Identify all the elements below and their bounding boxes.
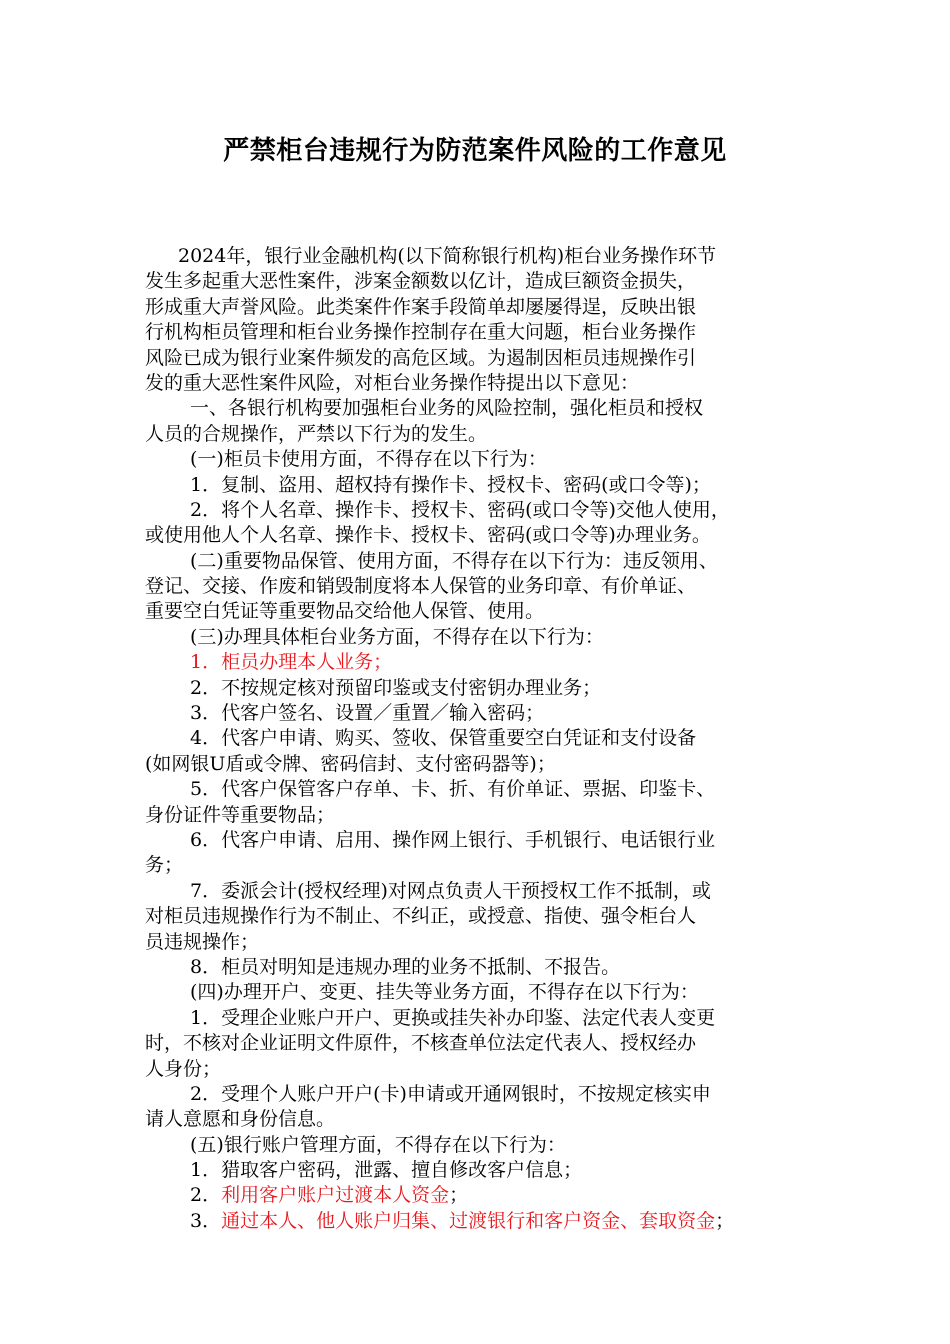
text-line: (三)办理具体柜台业务方面，不得存在以下行为： [190, 625, 604, 648]
text-line: 务； [145, 854, 184, 877]
line-prefix: 3． [190, 1209, 222, 1232]
text-line: (一)柜员卡使用方面，不得存在以下行为： [190, 448, 547, 471]
text-line: (五)银行账户管理方面，不得存在以下行为： [190, 1133, 566, 1156]
text-line: 1．柜员办理本人业务； [190, 651, 393, 674]
line-prefix: 2． [190, 1184, 222, 1207]
text-line: 3．代客户签名、设置／重置／输入密码； [190, 702, 545, 725]
text-line: 4．代客户申请、购买、签收、保管重要空白凭证和支付设备 [190, 727, 697, 750]
text-line: 对柜员违规操作行为不制止、不纠正，或授意、指使、强令柜台人 [145, 905, 697, 928]
text-line: (二)重要物品保管、使用方面，不得存在以下行为：违反领用、 [190, 549, 718, 572]
text-line: 2024年，银行业金融机构(以下简称银行机构)柜台业务操作环节 [178, 245, 717, 267]
text-line: 重要空白凭证等重要物品交给他人保管、使用。 [145, 600, 545, 623]
text-line: 8．柜员对明知是违规办理的业务不抵制、不报告。 [190, 955, 621, 978]
text-line: 2．受理个人账户开户(卡)申请或开通网银时，不按规定核实申 [190, 1082, 711, 1105]
highlighted-text: 利用客户账户过渡本人资金 [221, 1184, 450, 1207]
text-line: 人员的合规操作，严禁以下行为的发生。 [145, 422, 488, 445]
text-line: 身份证件等重要物品； [145, 803, 336, 826]
text-line: 员违规操作； [145, 930, 260, 953]
line-suffix: ； [715, 1209, 735, 1232]
text-line: (四)办理开户、变更、挂失等业务方面，不得存在以下行为： [190, 981, 699, 1004]
text-line: (如网银U盾或令牌、密码信封、支付密码器等)； [145, 752, 556, 775]
text-line: 2．将个人名章、操作卡、授权卡、密码(或口令等)交他人使用， [190, 498, 730, 521]
text-line: 形成重大声誉风险。此类案件作案手段简单却屡屡得逞，反映出银 [145, 295, 697, 318]
document-title: 严禁柜台违规行为防范案件风险的工作意见 [223, 136, 727, 166]
text-line: 2．不按规定核对预留印鉴或支付密钥办理业务； [190, 676, 602, 699]
text-line: 登记、交接、作废和销毁制度将本人保管的业务印章、有价单证、 [145, 575, 697, 598]
highlighted-text: 通过本人、他人账户归集、过渡银行和客户资金、套取资金 [221, 1209, 716, 1232]
document-body [145, 244, 809, 1234]
text-line: 时，不核对企业证明文件原件，不核查单位法定代表人、授权经办 [145, 1032, 697, 1055]
text-line: 7．委派会计(授权经理)对网点负责人干预授权工作不抵制，或 [190, 879, 711, 902]
text-line: 一、各银行机构要加强柜台业务的风险控制，强化柜员和授权 [190, 397, 704, 420]
text-line: 请人意愿和身份信息。 [145, 1108, 336, 1131]
text-line: 1．复制、盗用、超权持有操作卡、授权卡、密码(或口令等)； [190, 473, 711, 496]
line-suffix: ； [449, 1184, 469, 1207]
text-line: 6．代客户申请、启用、操作网上银行、手机银行、电话银行业 [190, 828, 716, 851]
text-line: 风险已成为银行业案件频发的高危区域。为遏制因柜员违规操作引 [145, 346, 697, 369]
text-line: 发的重大恶性案件风险，对柜台业务操作特提出以下意见： [145, 371, 640, 394]
text-line: 发生多起重大恶性案件，涉案金额数以亿计，造成巨额资金损失， [145, 270, 697, 293]
text-line: 人身份； [145, 1057, 222, 1080]
text-line: 或使用他人个人名章、操作卡、授权卡、密码(或口令等)办理业务。 [145, 524, 711, 547]
text-line: 1．猎取客户密码，泄露、擅自修改客户信息； [190, 1159, 583, 1182]
text-line [145, 1183, 809, 1208]
text-line: 5．代客户保管客户存单、卡、折、有价单证、票据、印鉴卡、 [190, 778, 716, 801]
text-line [145, 1209, 809, 1234]
text-line: 1．受理企业账户开户、更换或挂失补办印鉴、法定代表人变更 [190, 1006, 716, 1029]
text-line: 行机构柜员管理和柜台业务操作控制存在重大问题，柜台业务操作 [145, 321, 697, 344]
